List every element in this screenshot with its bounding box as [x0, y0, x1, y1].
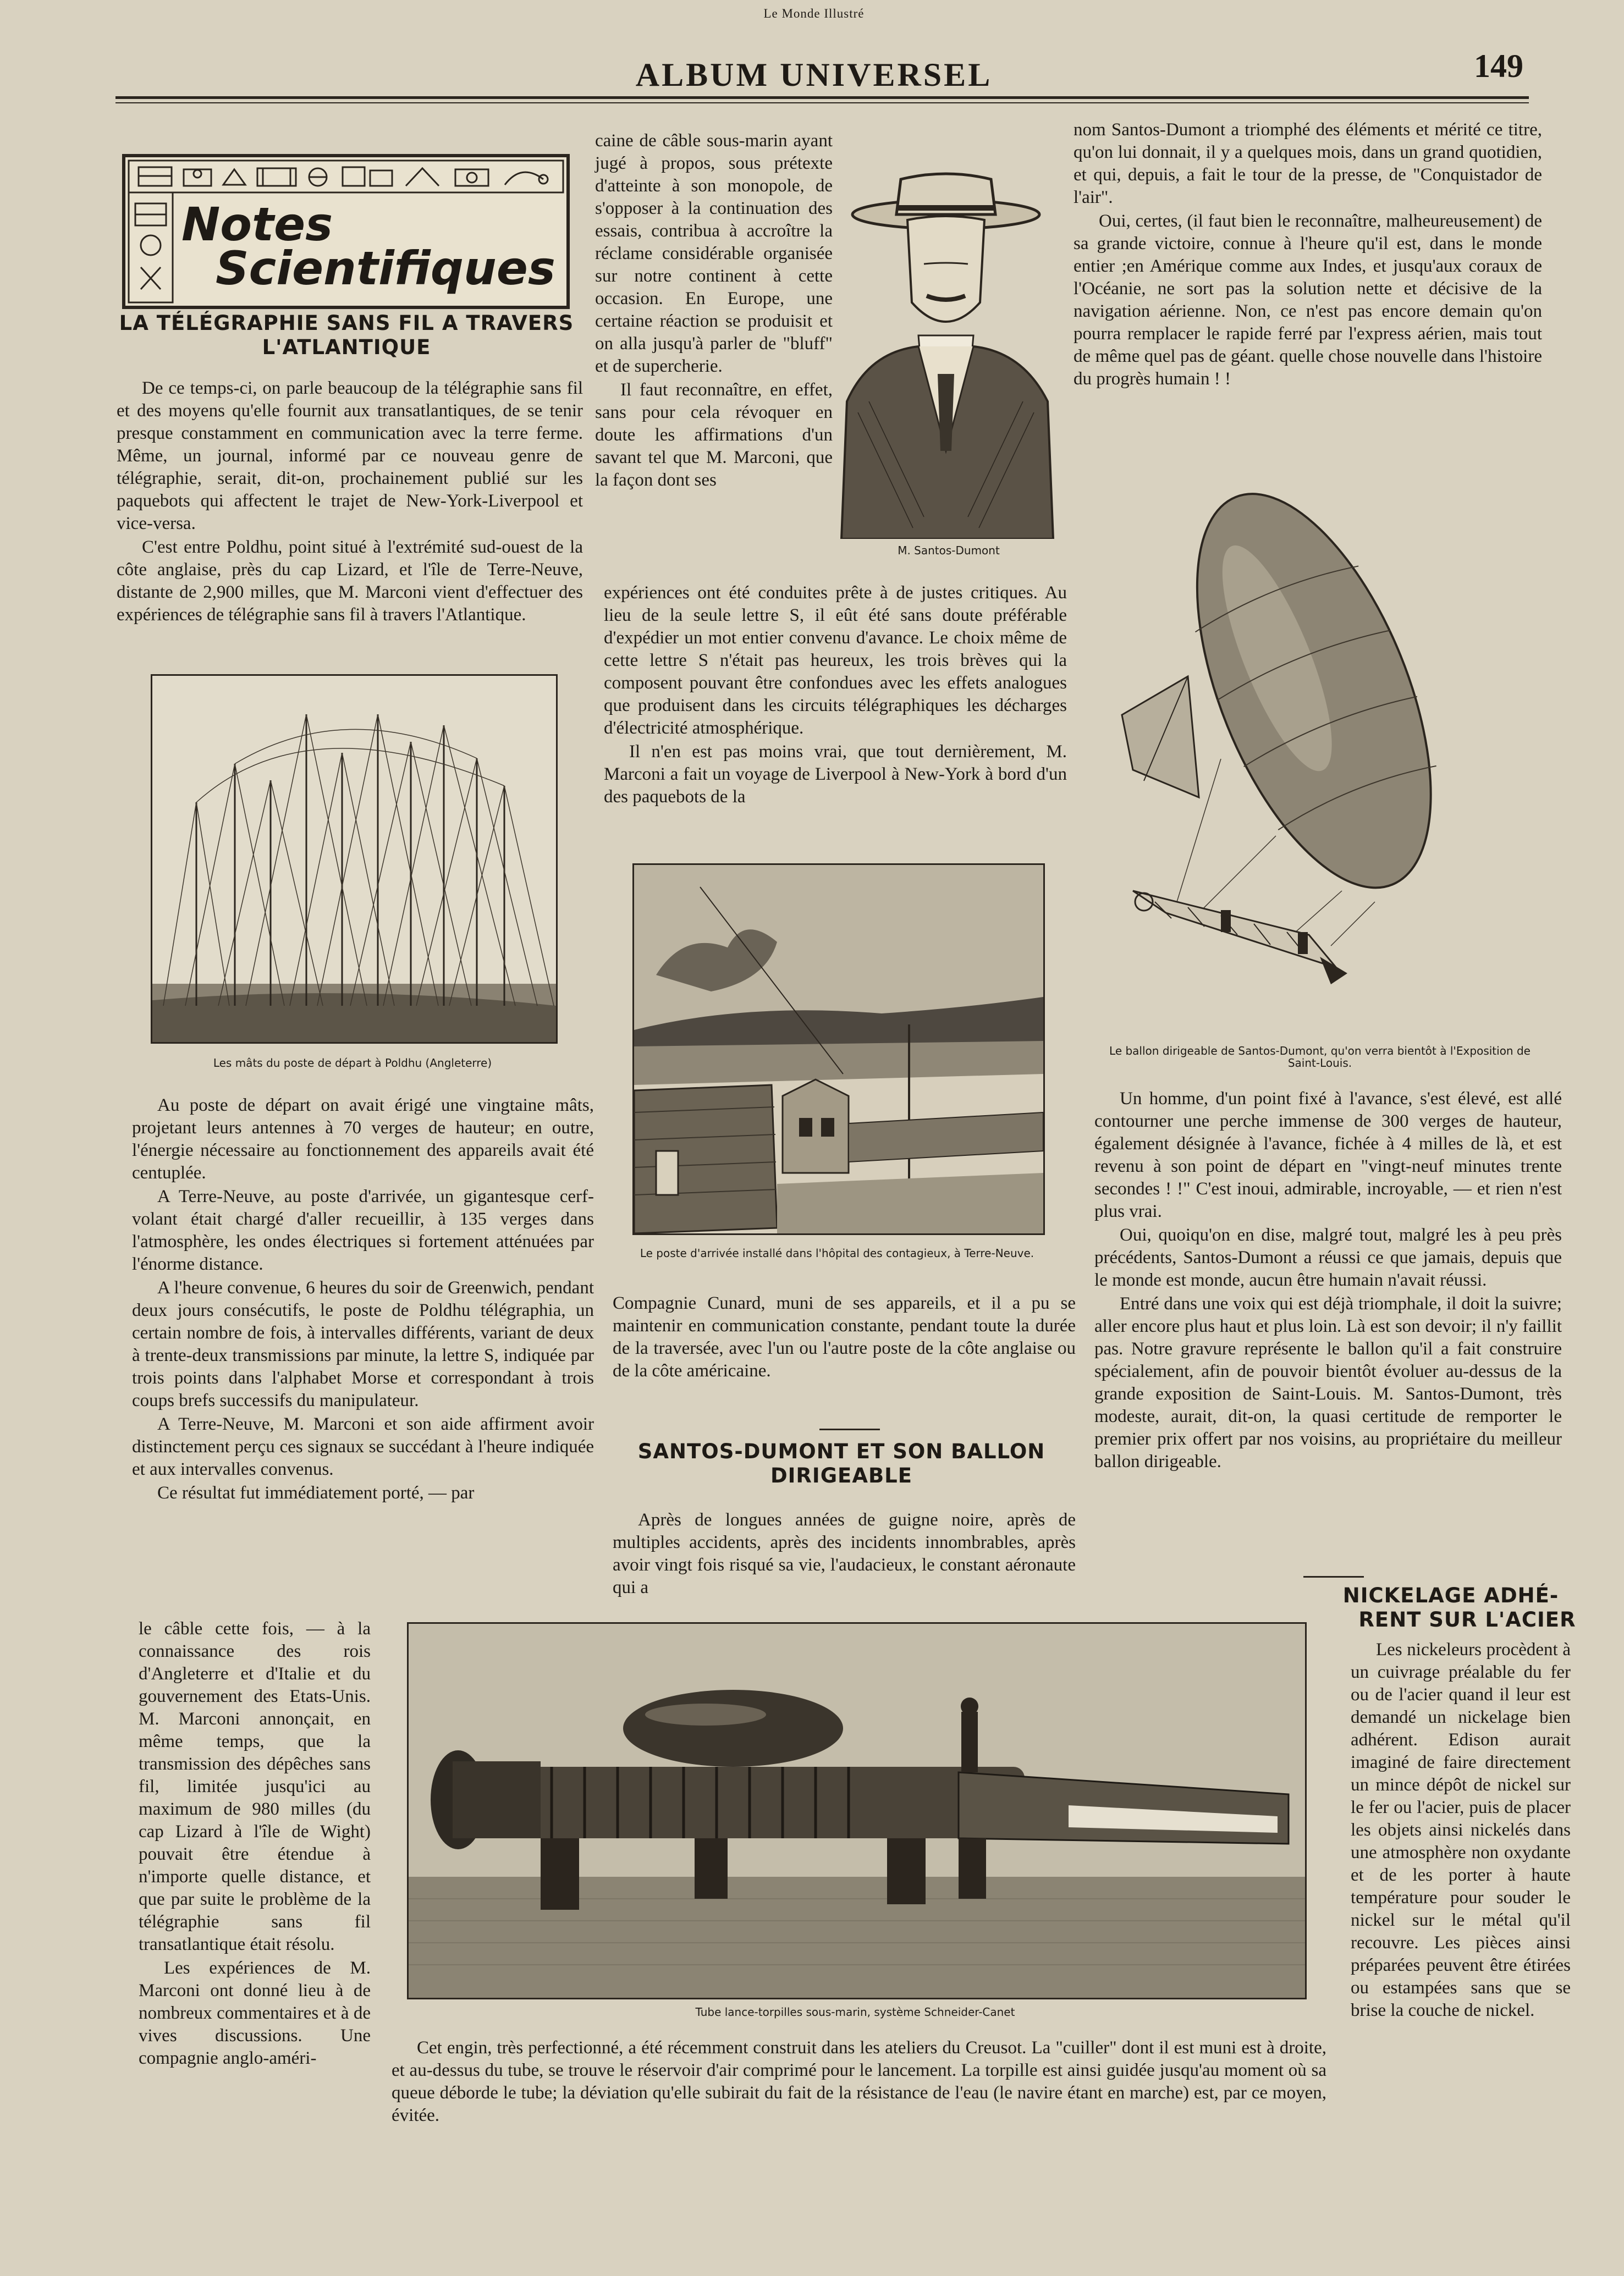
article3-heading-line2: RENT SUR L'ACIER — [1358, 1608, 1576, 1632]
poldhu-masts-image — [151, 674, 558, 1044]
balloon-image — [1111, 484, 1551, 1023]
article3-text — [1351, 1639, 1571, 2022]
article2-heading: SANTOS-DUMONT ET SON BALLON DIRIGEABLE — [637, 1440, 1045, 1487]
article2-para: Après de longues années de guigne noire, après de multiples accidents, après des incidents innombrables, après avoir vingt fois risqué sa vie, l'audacieux, le constant aéronaute qui a — [613, 1510, 1076, 1597]
article1-para: De ce temps-ci, on parle beaucoup de la télégraphie sans fil et des moyens qu'elle fournit aux transatlantiques, de se tenir presque constamment en communication avec la terre ferme. Même, un journal, informé par ce nouveau genre de télégraphie, serait, dit-on, prochainement publié sur les paquebots qui affectent le trajet de New-York-Liverpool et vice-versa. — [117, 378, 583, 533]
station-illustration — [634, 865, 1043, 1233]
article3-heading-line1: NICKELAGE ADHÉ- — [1342, 1584, 1559, 1607]
notes-title-line1: Notes — [181, 197, 333, 251]
terre-neuve-station-image — [632, 863, 1045, 1235]
masthead-title: ALBUM UNIVERSEL — [635, 57, 993, 93]
article1-para: Les expériences de M. Marconi ont donné lieu à de nombreux commentaires et à de vives discussions. Une compagnie anglo-améri- — [139, 1958, 371, 2068]
page-number: 149 — [1474, 48, 1523, 84]
article1-col1-middle — [132, 1094, 594, 1505]
article1-para: A l'heure convenue, 6 heures du soir de Greenwich, pendant deux jours consécutifs, le poste de Poldhu télégraphia, un certain nombre de fois, à intervalles différents, variant de deux à trente-deux transmissions par minute, la lettre S, indiquée par trois points dans l'alphabet Morse et correspondant à trois coups brefs successifs du manipulateur. — [132, 1278, 594, 1410]
balloon-caption: Le ballon dirigeable de Santos-Dumont, qu'on verra bientôt à l'Exposition de Saint-Louis. — [1109, 1044, 1531, 1070]
article1-para: Au poste de départ on avait érigé une vingtaine mâts, projetant leurs antennes à 70 verges de hauteur; en outre, l'énergie nécessaire au fonctionnement des appareils avait été centuplée. — [132, 1095, 594, 1183]
nickelage-divider — [1303, 1576, 1364, 1578]
article2-col3-middle — [1094, 1088, 1562, 1473]
article2-col3-top — [1074, 119, 1542, 390]
notes-title — [181, 197, 555, 295]
article3-heading — [1319, 1584, 1583, 1632]
article1-col1-top — [117, 377, 583, 626]
article1-para: Il faut reconnaître, en effet, sans pour cela révoquer en doute les affirmations d'un savant tel que M. Marconi, que la façon dont ses — [595, 380, 833, 490]
torpedo-para: Cet engin, très perfectionné, a été récemment construit dans les ateliers du Creusot. La "cuiller" dont il est muni est à droite, et au-dessus du tube, se trouve le réservoir d'air comprimé pour le lancement. La torpille est ainsi guidée jusqu'au moment où sa queue déborde le tube; la déviation qu'elle subirait du fait de la résistance de l'eau (le navire étant en marche) est, par ce moyen, évitée. — [392, 2038, 1326, 2125]
article1-col2-bottom — [613, 1292, 1076, 1382]
article1-col1-bottom — [139, 1618, 371, 2070]
masthead-rule-top — [115, 96, 1529, 99]
article1-para: Compagnie Cunard, muni de ses appareils, et il a pu se maintenir en communication constante, pendant toute la durée de la traversée, avec l'un ou l'autre poste de la côte anglaise ou de la côte américaine. — [613, 1293, 1076, 1381]
article1-para: C'est entre Poldhu, point situé à l'extrémité sud-ouest de la côte anglaise, près du cap Lizard, et l'île de Terre-Neuve, distante de 2,900 milles, que M. Marconi vient d'effectuer des expériences de télégraphie sans fil à travers l'Atlantique. — [117, 537, 583, 625]
notes-title-line2: Scientifiques — [216, 241, 555, 295]
article2-para: Oui, quoiqu'on en dise, malgré tout, malgré les à peu près précédents, Santos-Dumont a réussi ce que jamais, depuis que le monde est monde, aucun être humain n'avait réussi. — [1094, 1225, 1562, 1290]
article3-para: Les nickeleurs procèdent à un cuivrage préalable du fer ou de l'acier quand il leur est demandé un nickelage bien adhérent. Edison aurait imaginé de faire directement un mince dépôt de nickel sur le fer ou l'acier, puis de placer les objets ainsi nickelés dans une atmosphère non oxydante et de les porter à haute température pour souder le nickel sur le métal qu'il recouvre. Les pièces ainsi préparées peuvent être étirées ou estampées sans que se brise la couche de nickel. — [1351, 1640, 1571, 2020]
article1-para: Il n'en est pas moins vrai, que tout dernièrement, M. Marconi a fait un voyage de Liverpool à New-York à bord d'un des paquebots de la — [604, 742, 1067, 807]
torpedo-illustration — [409, 1624, 1305, 1998]
article1-para: le câble cette fois, — à la connaissance des rois d'Angleterre et d'Italie et du gouvernement des Etats-Unis. M. Marconi annonçait, en même temps, que la transmission des dépêches sans fil, limitée jusqu'ici au maximum de 980 milles (du cap Lizard à l'île de Wight) pouvait être étendue à n'importe quelle distance, et que par suite le problème de la télégraphie sans fil transatlantique était résolu. — [139, 1619, 371, 1954]
article1-para: caine de câble sous-marin ayant jugé à propos, sous prétexte d'atteinte à son monopole, de s'opposer à la continuation des essais, contribua à accroître la réclame considérable organisée sur notre continent à cette occasion. En Europe, une certaine réaction se produisit et on alla jusqu'à parler de "bluff" et de supercherie. — [595, 131, 833, 376]
santos-dumont-portrait — [836, 165, 1061, 539]
masts-illustration — [152, 676, 556, 1042]
balloon-illustration — [1111, 484, 1551, 1023]
article2-para: nom Santos-Dumont a triomphé des éléments et mérité ce titre, qu'on lui donnait, il y a quelques mois, dans un grand quotidien, et qui, depuis, a fait le tour de la presse, de "Conquistador de l'air". — [1074, 120, 1542, 207]
portrait-illustration — [836, 165, 1061, 539]
section-divider — [819, 1429, 880, 1430]
article2-col2 — [613, 1509, 1076, 1599]
notes-scientifiques-header — [122, 154, 570, 309]
article1-col2-middle — [604, 582, 1067, 808]
portrait-caption: M. Santos-Dumont — [898, 544, 1000, 557]
torpedo-caption: Tube lance-torpilles sous-marin, système Schneider-Canet — [695, 2005, 1015, 2019]
masthead-small-title: Le Monde Illustré — [763, 7, 865, 20]
station-caption: Le poste d'arrivée installé dans l'hôpital des contagieux, à Terre-Neuve. — [640, 1247, 1034, 1260]
article2-para: Entré dans une voix qui est déjà triomphale, il doit la suivre; aller encore plus haut et plus loin. Là est son devoir; il n'y faillit pas. Notre gravure représente le ballon qu'il a fait construire spécialement, afin de pouvoir bientôt évoluer au-dessus de la grande exposition de Saint-Louis. M. Santos-Dumont, très modeste, aurait, dit-on, la quasi certitude de remporter le premier prix offert par nos voisins, au propriétaire du meilleur ballon dirigeable. — [1094, 1294, 1562, 1472]
article1-para: A Terre-Neuve, au poste d'arrivée, un gigantesque cerf-volant était chargé d'aller recueillir, à 135 verges dans l'atmosphère, les ondes électriques si fortement atténuées par l'énorme distance. — [132, 1187, 594, 1274]
torpedo-description — [392, 2037, 1326, 2127]
article1-para: expériences ont été conduites prête à de justes critiques. Au lieu de la seule lettre S, il eût été sans doute préférable d'expédier un mot entier convenu d'avance. Le choix même de cette lettre S n'était pas heureux, les trois brèves qui la composent pouvant être confondues avec les effets analogues que produisent dans les circuits télégraphiques les décharges d'électricité atmosphérique. — [604, 583, 1067, 738]
article1-heading: LA TÉLÉGRAPHIE SANS FIL A TRAVERS L'ATLANTIQUE — [119, 311, 574, 359]
masts-caption: Les mâts du poste de départ à Poldhu (Angleterre) — [213, 1056, 492, 1070]
article1-para: Ce résultat fut immédiatement porté, — par — [157, 1483, 475, 1503]
article1-para: A Terre-Neuve, M. Marconi et son aide affirment avoir distinctement perçu ces signaux se succédant à l'heure indiquée et aux intervalles convenus. — [132, 1414, 594, 1479]
article2-para: Un homme, d'un point fixé à l'avance, s'est élevé, est allé contourner une perche immense de 300 verges de hauteur, également désignée à l'avance, fichée à 4 milles de là, et est revenu à son point de départ en "vingt-neuf minutes trente secondes ! !" C'est inoui, admirable, incroyable, — et rien n'est plus vrai. — [1094, 1089, 1562, 1221]
article1-col2-top — [595, 130, 833, 492]
article2-para: Oui, certes, (il faut bien le reconnaître, malheureusement) de sa grande victoire, connue à l'heure qu'il est, dans le monde entier ;en Amérique comme aux Indes, et jusqu'aux coraux de l'Océanie, ne sort pas la solution nette et décisive de la navigation aérienne. Non, ce n'est pas encore demain qu'on pourra remplacer le rapide ferré par l'express aérien, mais tout de même quel pas de géant. quelle chose nouvelle dans l'histoire du progrès humain ! ! — [1074, 211, 1542, 389]
masthead-rule-bottom — [115, 102, 1529, 103]
torpedo-tube-image — [407, 1622, 1307, 1999]
